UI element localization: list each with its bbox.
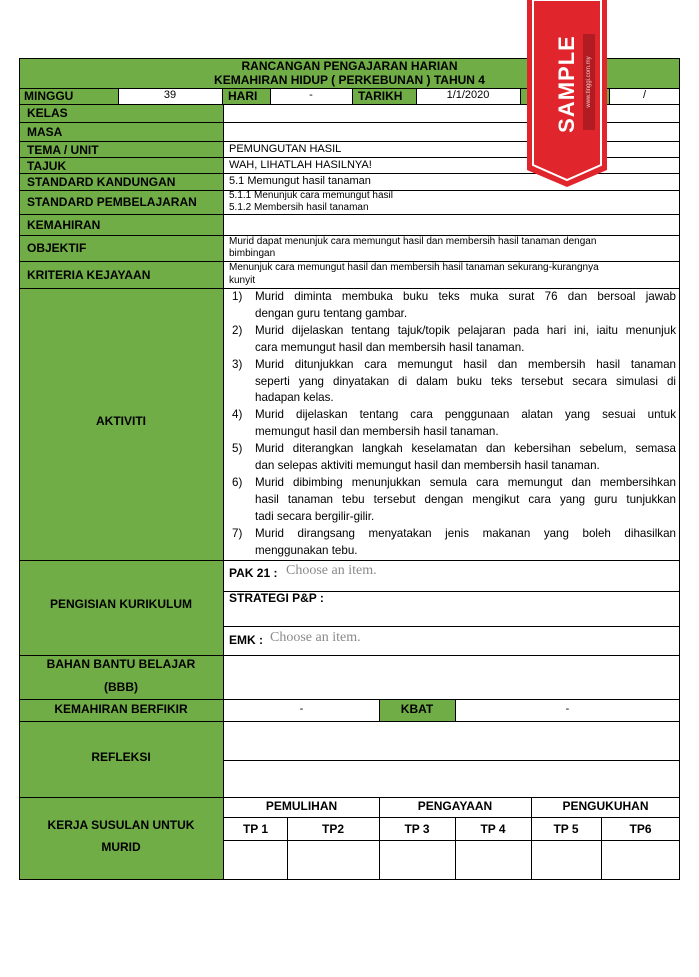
objektif-value-2[interactable]: bimbingan <box>229 248 276 259</box>
aktiviti-line: dan selepas aktiviti memungut hasil dan membersih hasil tanaman. <box>255 459 600 473</box>
susulan-label-2: MURID <box>101 840 141 854</box>
aktiviti-item <box>224 323 676 357</box>
aktiviti-line: Murid dibimbing menunjukkan semula cara memungut dan membersihkan <box>255 475 676 489</box>
doc-title: RANCANGAN PENGAJARAN HARIAN <box>241 59 458 73</box>
aktiviti-item <box>224 475 676 526</box>
aktiviti-number: 4) <box>232 408 243 422</box>
sk-value[interactable]: 5.1 Memungut hasil tanaman <box>229 175 371 187</box>
aktiviti-label: AKTIVITI <box>96 414 146 428</box>
aktiviti-line: Murid dirangsang menyatakan jenis makanan yang boleh dihasilkan <box>255 526 676 540</box>
group-pemulihan: PEMULIHAN <box>265 799 338 813</box>
aktiviti-number: 2) <box>232 323 243 337</box>
kemahiran-label: KEMAHIRAN <box>27 218 101 232</box>
aktiviti-line: cara memungut hasil dan membersih hasil tanaman. <box>255 340 525 354</box>
tema-label: TEMA / UNIT <box>27 143 99 157</box>
tp-3: TP 3 <box>404 822 430 836</box>
kriteria-value-1[interactable]: Menunjuk cara memungut hasil dan membersih hasil tanaman sekurang-kurangnya <box>229 262 599 273</box>
aktiviti-line: Murid dijelaskan tentang cara penggunaan alatan yang sesuai untuk <box>255 408 676 422</box>
aktiviti-line: hasil tanaman tebu tersebut dengan mengikut cara yang guru tunjukkan <box>255 492 676 506</box>
aktiviti-line: dengan guru tentang gambar. <box>255 306 408 320</box>
susulan-label: KERJA SUSULAN UNTUK <box>47 818 195 832</box>
aktiviti-line: hadapan kelas. <box>255 391 334 405</box>
kriteria-value-2[interactable]: kunyit <box>229 275 256 286</box>
masa-value[interactable]: / <box>642 89 647 101</box>
kriteria-label: KRITERIA KEJAYAAN <box>27 268 151 282</box>
aktiviti-list <box>224 289 676 559</box>
aktiviti-item <box>224 407 676 441</box>
tp-4: TP 4 <box>480 822 506 836</box>
kelas-label: KELAS <box>27 106 68 120</box>
tarikh-value[interactable]: 1/1/2020 <box>446 89 490 101</box>
aktiviti-number: 7) <box>232 526 243 540</box>
aktiviti-number: 1) <box>232 290 243 303</box>
aktiviti-line: tadi secara bergilir-gilir. <box>255 509 375 523</box>
minggu-value[interactable]: 39 <box>163 89 177 101</box>
aktiviti-line: Murid diterangkan langkah keselamatan dan kebersihan sebelum, semasa <box>255 442 676 456</box>
tp-1: TP 1 <box>242 822 269 836</box>
strategi-label: STRATEGI P&P : <box>229 591 324 605</box>
kbat-value[interactable]: - <box>565 703 570 715</box>
tajuk-value[interactable]: WAH, LIHATLAH HASILNYA! <box>229 159 372 171</box>
bbb-label: BAHAN BANTU BELAJAR <box>46 657 196 671</box>
tarikh-label: TARIKH <box>358 89 403 103</box>
aktiviti-line: memungut hasil dan membersih hasil tanaman. <box>255 425 499 439</box>
hari-label: HARI <box>228 89 258 103</box>
sample-text: SAMPLE <box>554 35 579 133</box>
hari-value[interactable]: - <box>309 89 313 101</box>
aktiviti-number: 5) <box>232 442 243 456</box>
aktiviti-line: menggunakan tebu. <box>255 543 358 557</box>
aktiviti-line: Murid ditunjukkan cara memungut hasil dan membersih hasil tanaman <box>255 357 676 371</box>
aktiviti-number: 6) <box>232 475 243 489</box>
pak-label: PAK 21 : <box>229 566 278 580</box>
refleksi-label: REFLEKSI <box>91 750 151 764</box>
objektif-value-1[interactable]: Murid dapat menunjuk cara memungut hasil dan membersih hasil tanaman dengan <box>229 236 597 247</box>
masa-label: MASA <box>27 125 63 139</box>
sp-value-1[interactable]: 5.1.1 Menunjuk cara memungut hasil <box>229 190 393 201</box>
bbb-abbr: (BBB) <box>104 680 138 694</box>
group-pengukuhan: PENGUKUHAN <box>562 799 649 813</box>
tema-value[interactable]: PEMUNGUTAN HASIL <box>229 143 342 155</box>
sample-watermark <box>525 0 609 188</box>
aktiviti-item <box>224 526 676 560</box>
berfikir-label: KEMAHIRAN BERFIKIR <box>54 702 188 716</box>
aktiviti-item <box>224 441 676 475</box>
tp-2: TP2 <box>321 822 344 836</box>
aktiviti-item <box>224 357 676 408</box>
emk-label: EMK : <box>229 633 263 647</box>
aktiviti-line: seperti yang dinyatakan di dalam buku teks tersebut secara simulasi di <box>255 374 676 388</box>
pak-dropdown[interactable]: Choose an item. <box>286 563 377 578</box>
objektif-label: OBJEKTIF <box>27 241 87 255</box>
tp-5: TP 5 <box>553 822 579 836</box>
sample-subtext: www.tinggi.com.my <box>586 56 592 108</box>
aktiviti-line: Murid dijelaskan tentang tajuk/topik pelajaran pada hari ini, iaitu menunjuk <box>255 323 676 337</box>
sk-label: STANDARD KANDUNGAN <box>27 175 176 189</box>
aktiviti-line: Murid diminta membuka buku teks muka surat 76 dan bersoal jawab <box>255 290 676 303</box>
aktiviti-item <box>224 289 676 323</box>
group-pengayaan: PENGAYAAN <box>417 799 493 813</box>
pengisian-label: PENGISIAN KURIKULUM <box>49 597 192 611</box>
sp-value-2[interactable]: 5.1.2 Membersih hasil tanaman <box>229 202 369 213</box>
tp-6: TP6 <box>629 822 652 836</box>
doc-subtitle: KEMAHIRAN HIDUP ( PERKEBUNAN ) TAHUN 4 <box>214 73 485 87</box>
tajuk-label: TAJUK <box>27 159 67 173</box>
emk-dropdown[interactable]: Choose an item. <box>270 630 361 645</box>
aktiviti-number: 3) <box>232 357 243 371</box>
minggu-label: MINGGU <box>24 89 74 103</box>
sp-label: STANDARD PEMBELAJARAN <box>27 195 197 209</box>
berfikir-value[interactable]: - <box>299 703 304 715</box>
kbat-label: KBAT <box>400 702 434 716</box>
